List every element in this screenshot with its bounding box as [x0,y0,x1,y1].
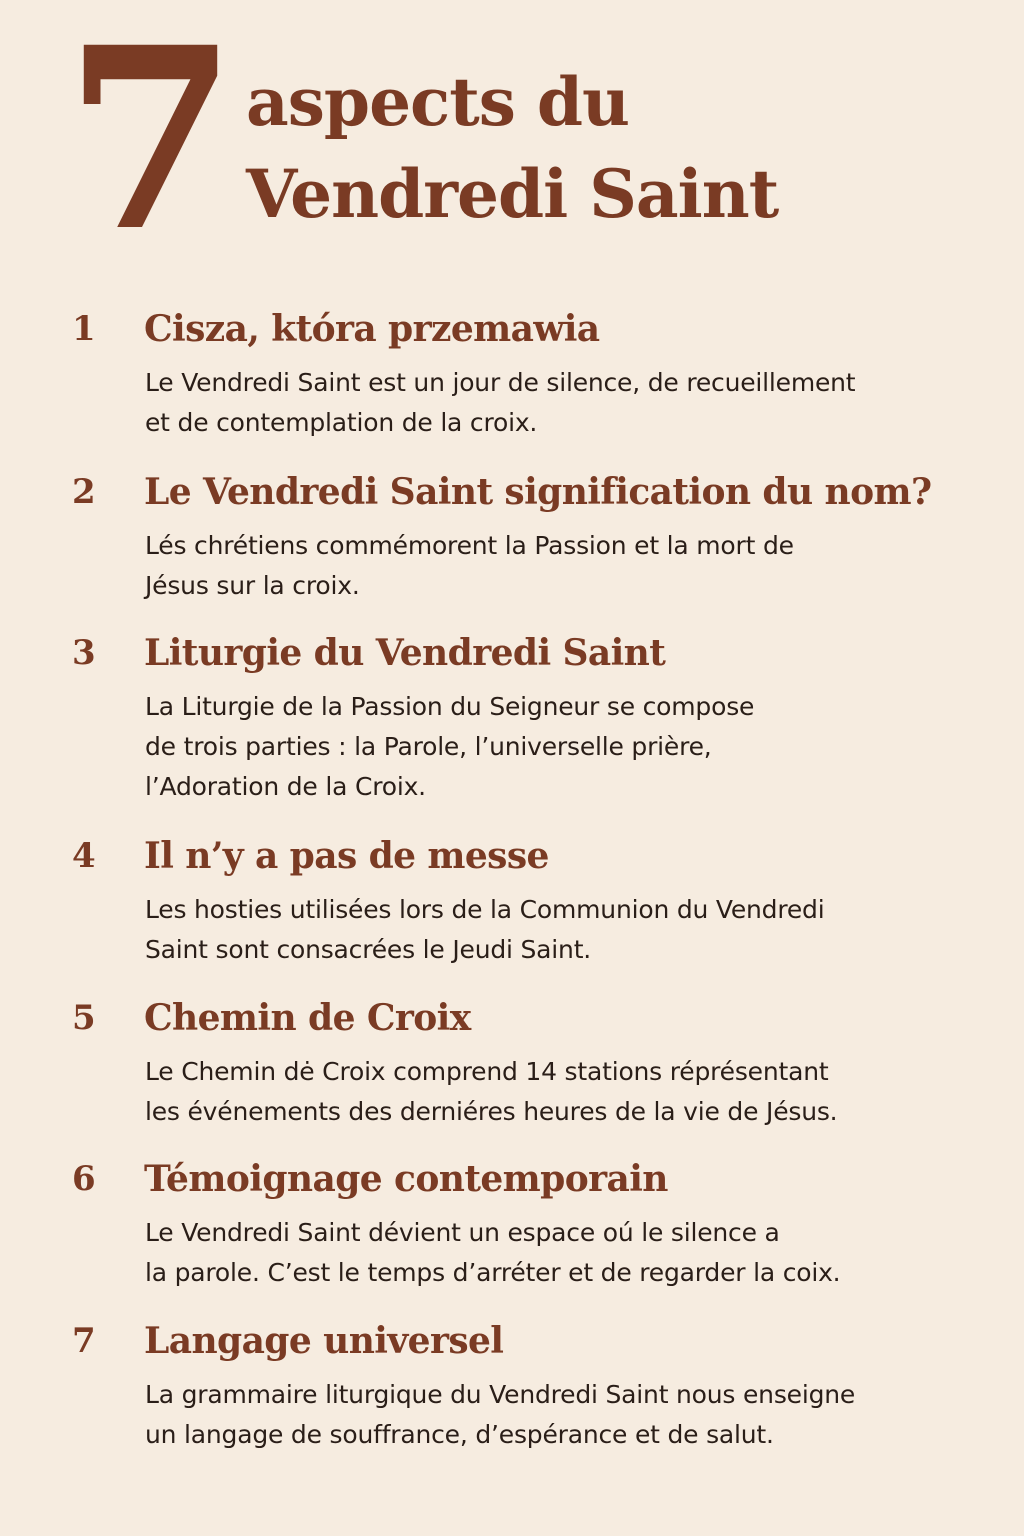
item-description-line: Le Vendredi Saint dévient un espace οú le silence a [145,1218,780,1247]
item-description [145,363,985,443]
item-heading: Cisza, która przemawia [144,308,600,350]
item-description [145,1052,985,1132]
item-description-line: de trois parties : la Parole, l’universelle prière, [145,732,712,761]
item-description [145,890,985,970]
item-heading: Il n’y a pas de messe [144,835,549,877]
item-number: 6 [72,1159,96,1199]
item-description-line: La Liturgie de la Passion du Seigneur se compose [145,692,755,721]
item-heading: Liturgie du Vendredi Saint [144,632,666,674]
item-description-line: l’Adoration de la Croix. [145,772,426,801]
item-description-line: Les hosties utilisées lors de la Communion du Vendredi [145,895,825,924]
item-description-line: Le Chemin dė Croix comprend 14 stations réprésentant [145,1057,829,1086]
item-description [145,1213,985,1293]
item-description-line: Lés chrétiens commémorent la Passion et la mort de [145,531,794,560]
item-description-line: Saint sont consacrées le Jeudi Saint. [145,935,592,964]
item-description-line: la parole. C’est le temps d’arréter et de regarder la coix. [145,1258,841,1287]
item-description [145,687,985,807]
page-title-line-1: aspects du [246,63,630,141]
item-number: 4 [72,836,96,876]
item-number: 3 [72,633,96,673]
item-description [145,1375,985,1455]
item-description [145,526,985,606]
page-title-line-2: Vendredi Saint [246,155,779,233]
header-number: 7 [64,0,234,286]
item-number: 7 [72,1321,96,1361]
item-number: 1 [72,309,96,349]
item-number: 2 [72,472,96,512]
item-description-line: et de contemplation de la croix. [145,408,538,437]
item-heading: Le Vendredi Saint signification du nom? [144,471,932,513]
item-description-line: Jésus sur la croix. [145,571,360,600]
item-description-line: les événements des derniéres heures de la vie de Jésus. [145,1097,838,1126]
item-description-line: Le Vendredi Saint est un jour de silence, de recueillement [145,368,856,397]
item-description-line: La grammaire liturgique du Vendredi Saint nous enseigne [145,1380,856,1409]
item-heading: Chemin de Croix [144,997,471,1039]
item-description-line: un langage de souffrance, d’espérance et de salut. [145,1420,774,1449]
item-heading: Langage universel [144,1320,504,1362]
item-heading: Témoignage contemporain [144,1158,668,1200]
item-number: 5 [72,998,96,1038]
